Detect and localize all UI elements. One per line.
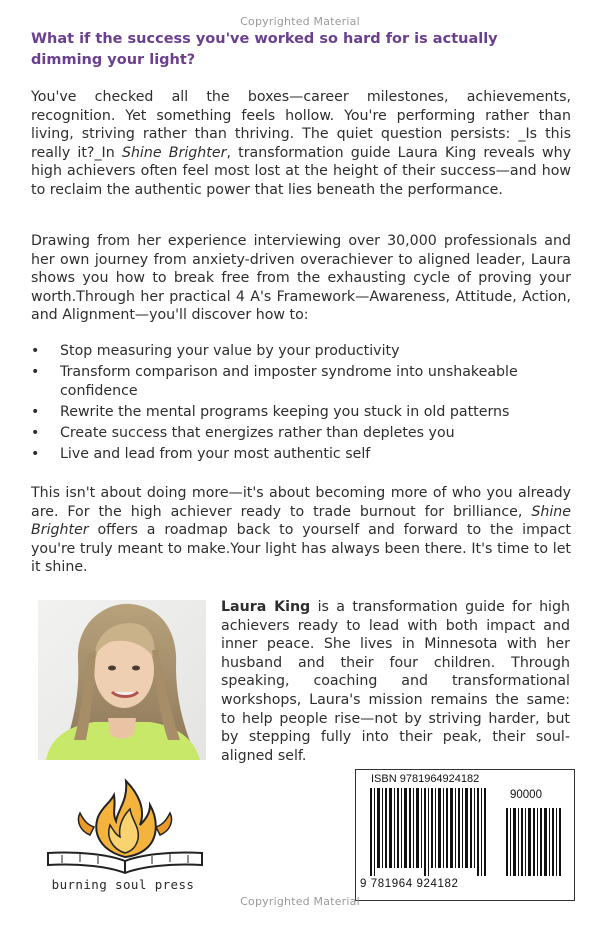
copyright-watermark-bottom: Copyrighted Material xyxy=(240,895,360,908)
book-title-italic: Shine Brighter xyxy=(31,503,571,539)
list-item-text: Transform comparison and imposter syndrome into unshakeable confidence xyxy=(60,364,518,399)
bullet-icon: • xyxy=(31,403,40,420)
author-photo xyxy=(38,600,206,760)
list-item xyxy=(31,445,576,464)
list-item xyxy=(31,403,576,422)
bullet-icon: • xyxy=(31,343,40,359)
bullet-icon: • xyxy=(31,364,40,381)
isbn-digits: 9 781964 924182 xyxy=(360,878,459,890)
list-item-text: Rewrite the mental programs keeping you stuck in old patterns xyxy=(60,403,510,420)
author-bio-text: is a transformation guide for high achievers ready to lead with both impact and inner peace. She lives in Minnesota with her husband and their four children. Through speaking, coaching and transformational workshops, Laura's mission remains the same: to help people rise—not by striving harder, but by stepping fully into their peak, their soul-aligned self. xyxy=(221,599,570,764)
closing-text-end: offers a roadmap back to yourself and forward to the impact you're truly meant to make.Your light has always been there. It's time to let it shine. xyxy=(31,522,571,576)
list-item-text: Stop measuring your value by your productivity xyxy=(60,343,400,359)
bullet-icon: • xyxy=(31,424,40,441)
publisher-name: burning soul press xyxy=(51,877,195,892)
author-bio xyxy=(221,598,570,765)
intro-text-start: You've checked all the boxes—career milestones, achievements, recognition. Yet something feels hollow. You're performing rather than living, striving rather than thriving. The quiet question persists: _Is this really it?_In xyxy=(31,89,571,161)
framework-paragraph: Drawing from her experience interviewing over 30,000 professionals and her own journey from anxiety-driven overachiever to aligned leader, Laura shows you how to break free from the exhausting cycle of proving your worth.Through her practical 4 A's Framework—Awareness, Attitude, Action, and Alignment—you'll discover how to: xyxy=(31,233,571,324)
list-item xyxy=(31,424,576,443)
closing-text-start: This isn't about doing more—it's about becoming more of who you already are. For the high achiever ready to trade burnout for brilliance, xyxy=(31,485,571,520)
intro-text-end: , transformation guide Laura King reveals why high achievers often feel most lost at the height of their success—and how to reclaim the authentic power that lies beneath the performance. xyxy=(31,144,571,198)
list-item xyxy=(31,363,576,400)
author-name: Laura King xyxy=(221,599,311,615)
list-item xyxy=(31,342,576,361)
book-title-italic: Shine Brighter xyxy=(121,144,227,161)
list-item-text: Create success that energizes rather than depletes you xyxy=(60,424,455,441)
list-item-text: Live and lead from your most authentic self xyxy=(60,445,371,462)
isbn-barcode xyxy=(355,769,575,901)
copyright-watermark-top: Copyrighted Material xyxy=(240,15,360,28)
price-code: 90000 xyxy=(510,789,542,801)
closing-paragraph xyxy=(31,484,571,577)
intro-paragraph xyxy=(31,88,571,200)
isbn-label: ISBN 9781964924182 xyxy=(371,773,480,785)
headline: What if the success you've worked so hard for is actually dimming your light? xyxy=(31,31,498,68)
bullet-icon: • xyxy=(31,445,40,462)
benefits-list xyxy=(31,342,576,466)
